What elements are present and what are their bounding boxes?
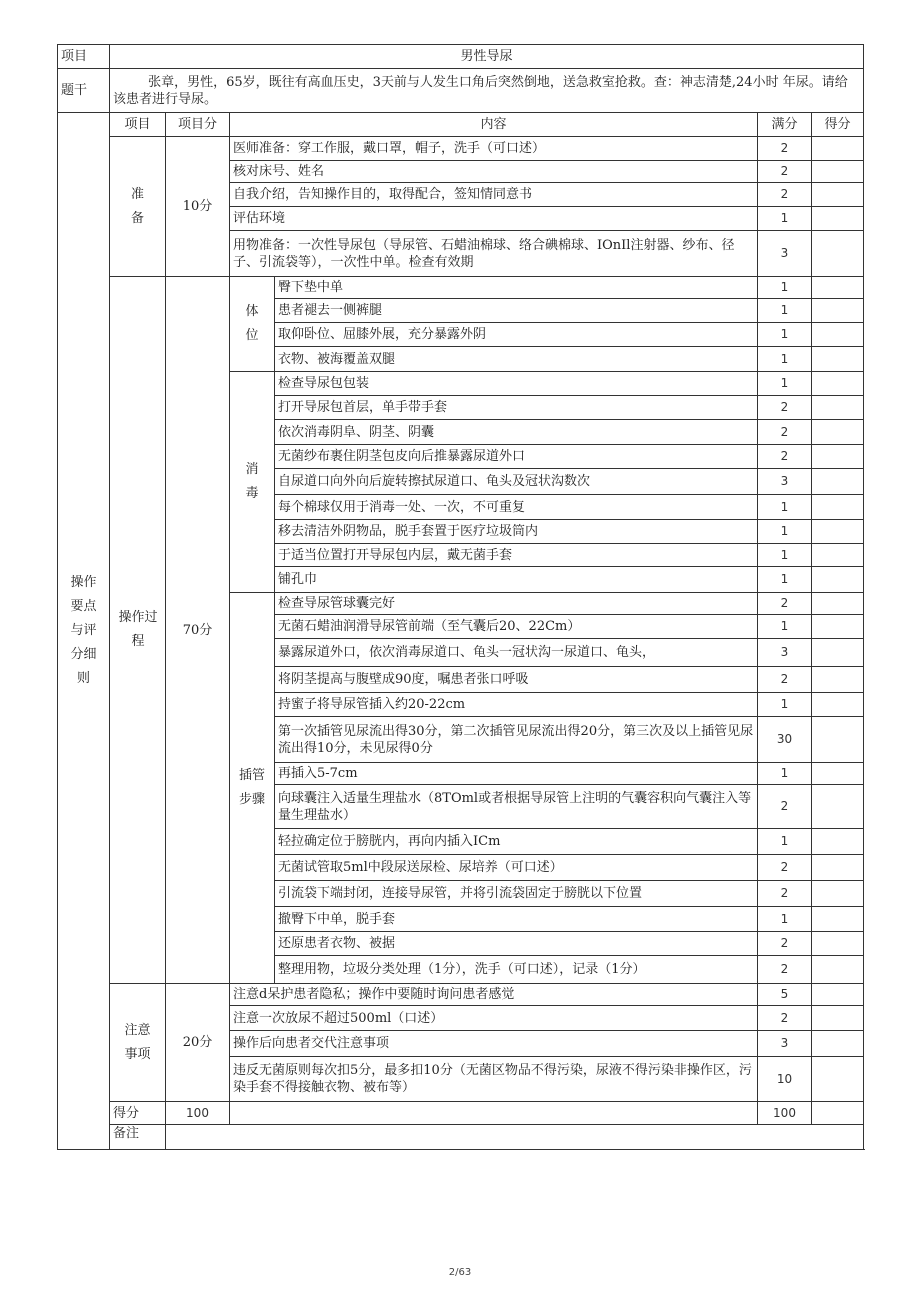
row-content: 用物准备：一次性导尿包（导尿管、石蜡油棉球、络合碘棉球、IOnIl注射器、纱布、径子、引流袋等），一次性中单。检查有效期 xyxy=(230,231,758,277)
row-full-score: 2 xyxy=(758,420,812,445)
row-score-cell[interactable] xyxy=(812,984,864,1006)
row-content: 移去清洁外阴物品，脱手套置于医疗垃圾筒内 xyxy=(275,520,758,544)
column-item-score: 项目分 xyxy=(166,113,230,137)
group-label-disinfection: 消毒 xyxy=(230,372,275,593)
row-full-score: 2 xyxy=(758,956,812,984)
row-full-score: 3 xyxy=(758,1031,812,1057)
row-content: 医师准备：穿工作服，戴口罩，帽子，洗手（可口述） xyxy=(230,137,758,161)
total-row xyxy=(58,1102,864,1125)
row-content: 自尿道口向外向后旋转擦拭尿道口、龟头及冠状沟数次 xyxy=(275,469,758,495)
row-score-cell[interactable] xyxy=(812,763,864,785)
row-content: 再插入5-7cm xyxy=(275,763,758,785)
row-score-cell[interactable] xyxy=(812,615,864,639)
row-content: 将阴茎提高与腹壁成90度，嘱患者张口呼吸 xyxy=(275,667,758,693)
row-full-score: 5 xyxy=(758,984,812,1006)
row-full-score: 2 xyxy=(758,785,812,829)
row-content: 于适当位置打开导尿包内层，戴无菌手套 xyxy=(275,544,758,567)
row-score-cell[interactable] xyxy=(812,372,864,396)
row-content: 自我介绍，告知操作目的，取得配合，签知情同意书 xyxy=(230,183,758,207)
prep-score: 10分 xyxy=(166,137,230,277)
stem-text: 张章，男性，65岁，既往有高血压史，3天前与人发生口角后突然倒地，送急救室抢救。查：神志清楚,24小时 年尿。请给该患者进行导尿。 xyxy=(110,69,864,113)
row-score-cell[interactable] xyxy=(812,829,864,855)
row-content: 向球囊注入适量生理盐水（8TOml或者根据导尿管上注明的气囊容积向气囊注入等量生理盐水） xyxy=(275,785,758,829)
page-number: 2/63 xyxy=(448,1267,472,1278)
row-content: 整理用物，垃圾分类处理（1分），洗手（可口述），记录（1分） xyxy=(275,956,758,984)
row-score-cell[interactable] xyxy=(812,544,864,567)
row-score-cell[interactable] xyxy=(812,137,864,161)
row-content: 臀下垫中单 xyxy=(275,277,758,299)
row-full-score: 1 xyxy=(758,520,812,544)
row-full-score: 2 xyxy=(758,855,812,881)
row-score-cell[interactable] xyxy=(812,277,864,299)
row-full-score: 1 xyxy=(758,299,812,323)
row-score-cell[interactable] xyxy=(812,445,864,469)
row-score-cell[interactable] xyxy=(812,207,864,231)
row-content: 引流袋下端封闭，连接导尿管，并将引流袋固定于膀胱以下位置 xyxy=(275,881,758,907)
row-full-score: 2 xyxy=(758,667,812,693)
row-content: 还原患者衣物、被据 xyxy=(275,932,758,956)
row-score-cell[interactable] xyxy=(812,639,864,667)
row-content: 注意d呆护患者隐私；操作中要随时询问患者感觉 xyxy=(230,984,758,1006)
table-row xyxy=(58,984,864,1006)
notes-score: 20分 xyxy=(166,984,230,1102)
row-score-cell[interactable] xyxy=(812,567,864,593)
row-score-cell[interactable] xyxy=(812,717,864,763)
group-label-position: 体位 xyxy=(230,277,275,372)
row-content: 检查导尿管球囊完好 xyxy=(275,593,758,615)
row-content: 依次消毒阴阜、阴茎、阴囊 xyxy=(275,420,758,445)
row-score-cell[interactable] xyxy=(812,420,864,445)
row-full-score: 3 xyxy=(758,231,812,277)
row-content: 每个棉球仅用于消毒一处、一次，不可重复 xyxy=(275,495,758,520)
row-score-cell[interactable] xyxy=(812,347,864,372)
total-content xyxy=(230,1102,758,1125)
row-content: 暴露尿道外口，依次消毒尿道口、龟头一冠状沟一尿道口、龟头， xyxy=(275,639,758,667)
column-score: 得分 xyxy=(812,113,864,137)
row-content: 衣物、被海覆盖双腿 xyxy=(275,347,758,372)
row-full-score: 2 xyxy=(758,881,812,907)
row-full-score: 1 xyxy=(758,277,812,299)
row-score-cell[interactable] xyxy=(812,1031,864,1057)
group-label-catheter-steps: 插管步骤 xyxy=(230,593,275,984)
total-full-score: 100 xyxy=(758,1102,812,1125)
row-content: 注意一次放尿不超过500ml（口述） xyxy=(230,1006,758,1031)
total-label: 得分 xyxy=(110,1102,166,1125)
row-content: 无菌试管取5ml中段尿送尿检、尿培养（可口述） xyxy=(275,855,758,881)
process-score: 70分 xyxy=(166,277,230,984)
column-full-score: 满分 xyxy=(758,113,812,137)
row-content: 第一次插管见尿流出得30分，第二次插管见尿流出得20分，第三次及以上插管见尿流出得10分，未见尿得0分 xyxy=(275,717,758,763)
column-header-row xyxy=(58,113,864,137)
row-score-cell[interactable] xyxy=(812,881,864,907)
title-row xyxy=(58,45,864,69)
row-score-cell[interactable] xyxy=(812,1006,864,1031)
column-content: 内容 xyxy=(230,113,758,137)
scoring-table xyxy=(57,44,864,1150)
row-score-cell[interactable] xyxy=(812,231,864,277)
section-label: 操作要点与评分细则 xyxy=(58,113,110,1150)
table-row xyxy=(58,277,864,299)
row-full-score: 2 xyxy=(758,161,812,183)
row-content: 患者褪去一侧裤腿 xyxy=(275,299,758,323)
row-full-score: 2 xyxy=(758,932,812,956)
row-full-score: 1 xyxy=(758,763,812,785)
row-full-score: 2 xyxy=(758,137,812,161)
row-content: 撤臀下中单，脱手套 xyxy=(275,907,758,932)
row-content: 打开导尿包首层，单手带手套 xyxy=(275,396,758,420)
stem-label: 题干 xyxy=(58,69,110,113)
row-score-cell[interactable] xyxy=(812,907,864,932)
row-score-cell[interactable] xyxy=(812,183,864,207)
row-score-cell[interactable] xyxy=(812,593,864,615)
row-content: 核对床号、姓名 xyxy=(230,161,758,183)
row-score-cell[interactable] xyxy=(812,693,864,717)
row-score-cell[interactable] xyxy=(812,469,864,495)
remarks-label: 备注 xyxy=(110,1125,166,1150)
row-score-cell[interactable] xyxy=(812,396,864,420)
row-full-score: 1 xyxy=(758,495,812,520)
row-score-cell[interactable] xyxy=(812,299,864,323)
row-score-cell[interactable] xyxy=(812,855,864,881)
remarks-content[interactable] xyxy=(166,1125,864,1150)
row-score-cell[interactable] xyxy=(812,495,864,520)
row-full-score: 1 xyxy=(758,347,812,372)
row-full-score: 1 xyxy=(758,829,812,855)
row-content: 违反无菌原则每次扣5分，最多扣10分（无菌区物品不得污染，尿液不得污染非操作区，污染手套不得接触衣物、被布等） xyxy=(230,1057,758,1102)
row-score-cell[interactable] xyxy=(812,932,864,956)
row-full-score: 3 xyxy=(758,639,812,667)
row-score-cell[interactable] xyxy=(812,1057,864,1102)
row-full-score: 1 xyxy=(758,907,812,932)
row-full-score: 2 xyxy=(758,593,812,615)
row-full-score: 2 xyxy=(758,445,812,469)
row-full-score: 30 xyxy=(758,717,812,763)
row-full-score: 1 xyxy=(758,207,812,231)
column-item: 项目 xyxy=(110,113,166,137)
row-content: 操作后向患者交代注意事项 xyxy=(230,1031,758,1057)
row-full-score: 1 xyxy=(758,567,812,593)
row-full-score: 10 xyxy=(758,1057,812,1102)
row-full-score: 1 xyxy=(758,323,812,347)
row-full-score: 1 xyxy=(758,544,812,567)
total-item-score: 100 xyxy=(166,1102,230,1125)
stem-row xyxy=(58,69,864,113)
row-full-score: 2 xyxy=(758,183,812,207)
row-content: 持蜜子将导尿管插入约20-22cm xyxy=(275,693,758,717)
procedure-title: 男性导尿 xyxy=(110,45,864,69)
row-score-cell[interactable] xyxy=(812,323,864,347)
process-label: 操作过程 xyxy=(110,277,166,984)
prep-label: 准备 xyxy=(110,137,166,277)
row-content: 无菌石蜡油润滑导尿管前端（至气囊后20、22Cm） xyxy=(275,615,758,639)
remarks-row xyxy=(58,1125,864,1150)
table-row xyxy=(58,137,864,161)
row-full-score: 3 xyxy=(758,469,812,495)
row-full-score: 1 xyxy=(758,615,812,639)
row-score-cell[interactable] xyxy=(812,520,864,544)
row-content: 无菌纱布裹住阴茎包皮向后推暴露尿道外口 xyxy=(275,445,758,469)
row-score-cell[interactable] xyxy=(812,161,864,183)
row-content: 取仰卧位、屈膝外展，充分暴露外阴 xyxy=(275,323,758,347)
row-score-cell[interactable] xyxy=(812,785,864,829)
row-full-score: 1 xyxy=(758,693,812,717)
row-score-cell[interactable] xyxy=(812,956,864,984)
row-content: 轻拉确定位于膀胱内，再向内插入ICm xyxy=(275,829,758,855)
row-score-cell[interactable] xyxy=(812,667,864,693)
row-full-score: 1 xyxy=(758,372,812,396)
total-score-cell[interactable] xyxy=(812,1102,864,1125)
notes-label: 注意事项 xyxy=(110,984,166,1102)
row-full-score: 2 xyxy=(758,396,812,420)
item-header-label: 项目 xyxy=(58,45,110,69)
row-full-score: 2 xyxy=(758,1006,812,1031)
row-content: 评估环境 xyxy=(230,207,758,231)
row-content: 铺孔巾 xyxy=(275,567,758,593)
row-content: 检查导尿包包装 xyxy=(275,372,758,396)
